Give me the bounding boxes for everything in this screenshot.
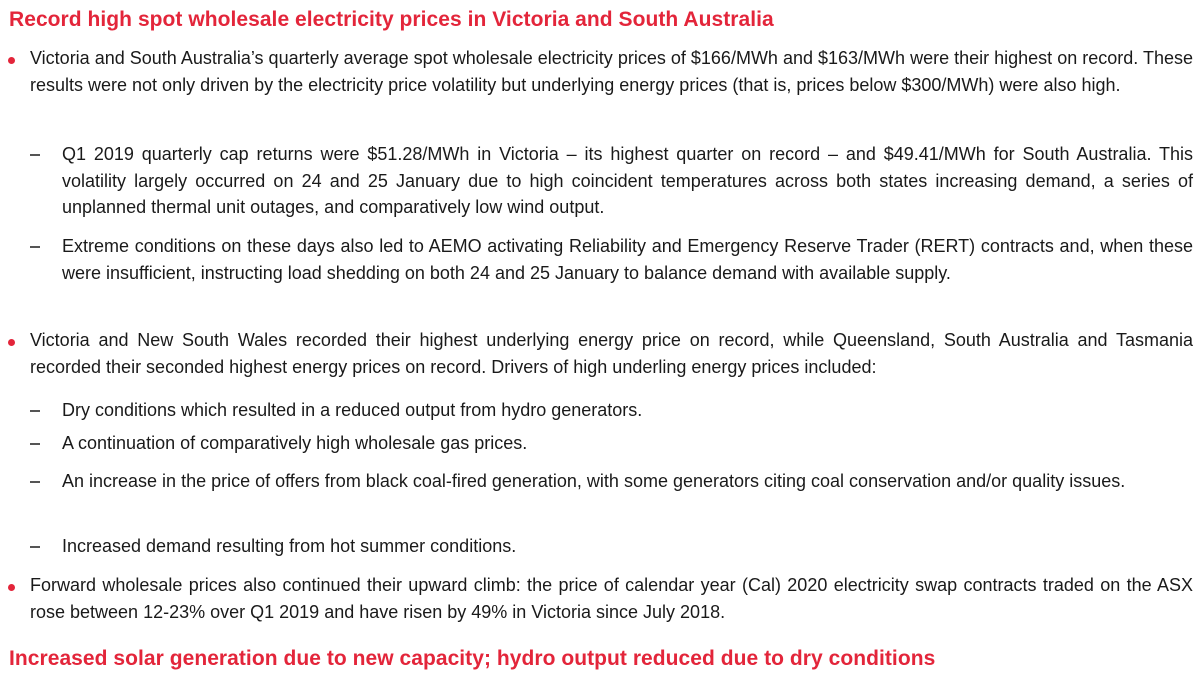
sub-bullet-cap-returns: Q1 2019 quarterly cap returns were $51.28/MWh in Victoria – its highest quarter on record – and $49.41/MWh for South Australia. This volatility largely occurred on 24 and 25 January due to high coincident temperatures across both states increasing demand, a series of unplanned thermal unit outages, and comparatively low wind output. bbox=[62, 144, 1193, 217]
dash-marker-icon bbox=[30, 246, 40, 248]
sub-bullet-hydro: Dry conditions which resulted in a reduced output from hydro generators. bbox=[62, 400, 643, 420]
dash-marker-icon bbox=[30, 443, 40, 445]
bullet-paragraph-record-prices: Victoria and South Australia’s quarterly average spot wholesale electricity prices of $166/MWh and $163/MWh were their highest on record. These results were not only driven by the electricity price volatility but underlying energy prices (that is, prices below $300/MWh) were also high. bbox=[30, 48, 1193, 95]
sub-bullet-demand: Increased demand resulting from hot summer conditions. bbox=[62, 536, 517, 556]
bullet-dot-icon bbox=[8, 339, 15, 346]
section-heading-solar-hydro: Increased solar generation due to new capacity; hydro output reduced due to dry conditions bbox=[9, 647, 936, 670]
dash-marker-icon bbox=[30, 410, 40, 412]
sub-bullet-coal: An increase in the price of offers from black coal-fired generation, with some generators citing coal conservation and/or quality issues. bbox=[62, 471, 1126, 491]
dash-marker-icon bbox=[30, 154, 40, 156]
dash-marker-icon bbox=[30, 481, 40, 483]
dash-marker-icon bbox=[30, 546, 40, 548]
section-heading-prices: Record high spot wholesale electricity prices in Victoria and South Australia bbox=[9, 8, 774, 31]
bullet-paragraph-forward-prices: Forward wholesale prices also continued their upward climb: the price of calendar year (Cal) 2020 electricity swap contracts traded on the ASX rose between 12-23% over Q1 2019 and have risen by 49% in Victoria since July 2018. bbox=[30, 575, 1193, 622]
sub-bullet-rert: Extreme conditions on these days also led to AEMO activating Reliability and Emergency Reserve Trader (RERT) contracts and, when these were insufficient, instructing load shedding on both 24 and 25 January to balance demand with available supply. bbox=[62, 236, 1193, 283]
bullet-dot-icon bbox=[8, 57, 15, 64]
bullet-paragraph-underlying-prices: Victoria and New South Wales recorded their highest underlying energy price on record, while Queensland, South Australia and Tasmania recorded their seconded highest energy prices on record. Drivers of high underling energy prices included: bbox=[30, 330, 1193, 377]
bullet-dot-icon bbox=[8, 584, 15, 591]
sub-bullet-gas: A continuation of comparatively high wholesale gas prices. bbox=[62, 433, 528, 453]
